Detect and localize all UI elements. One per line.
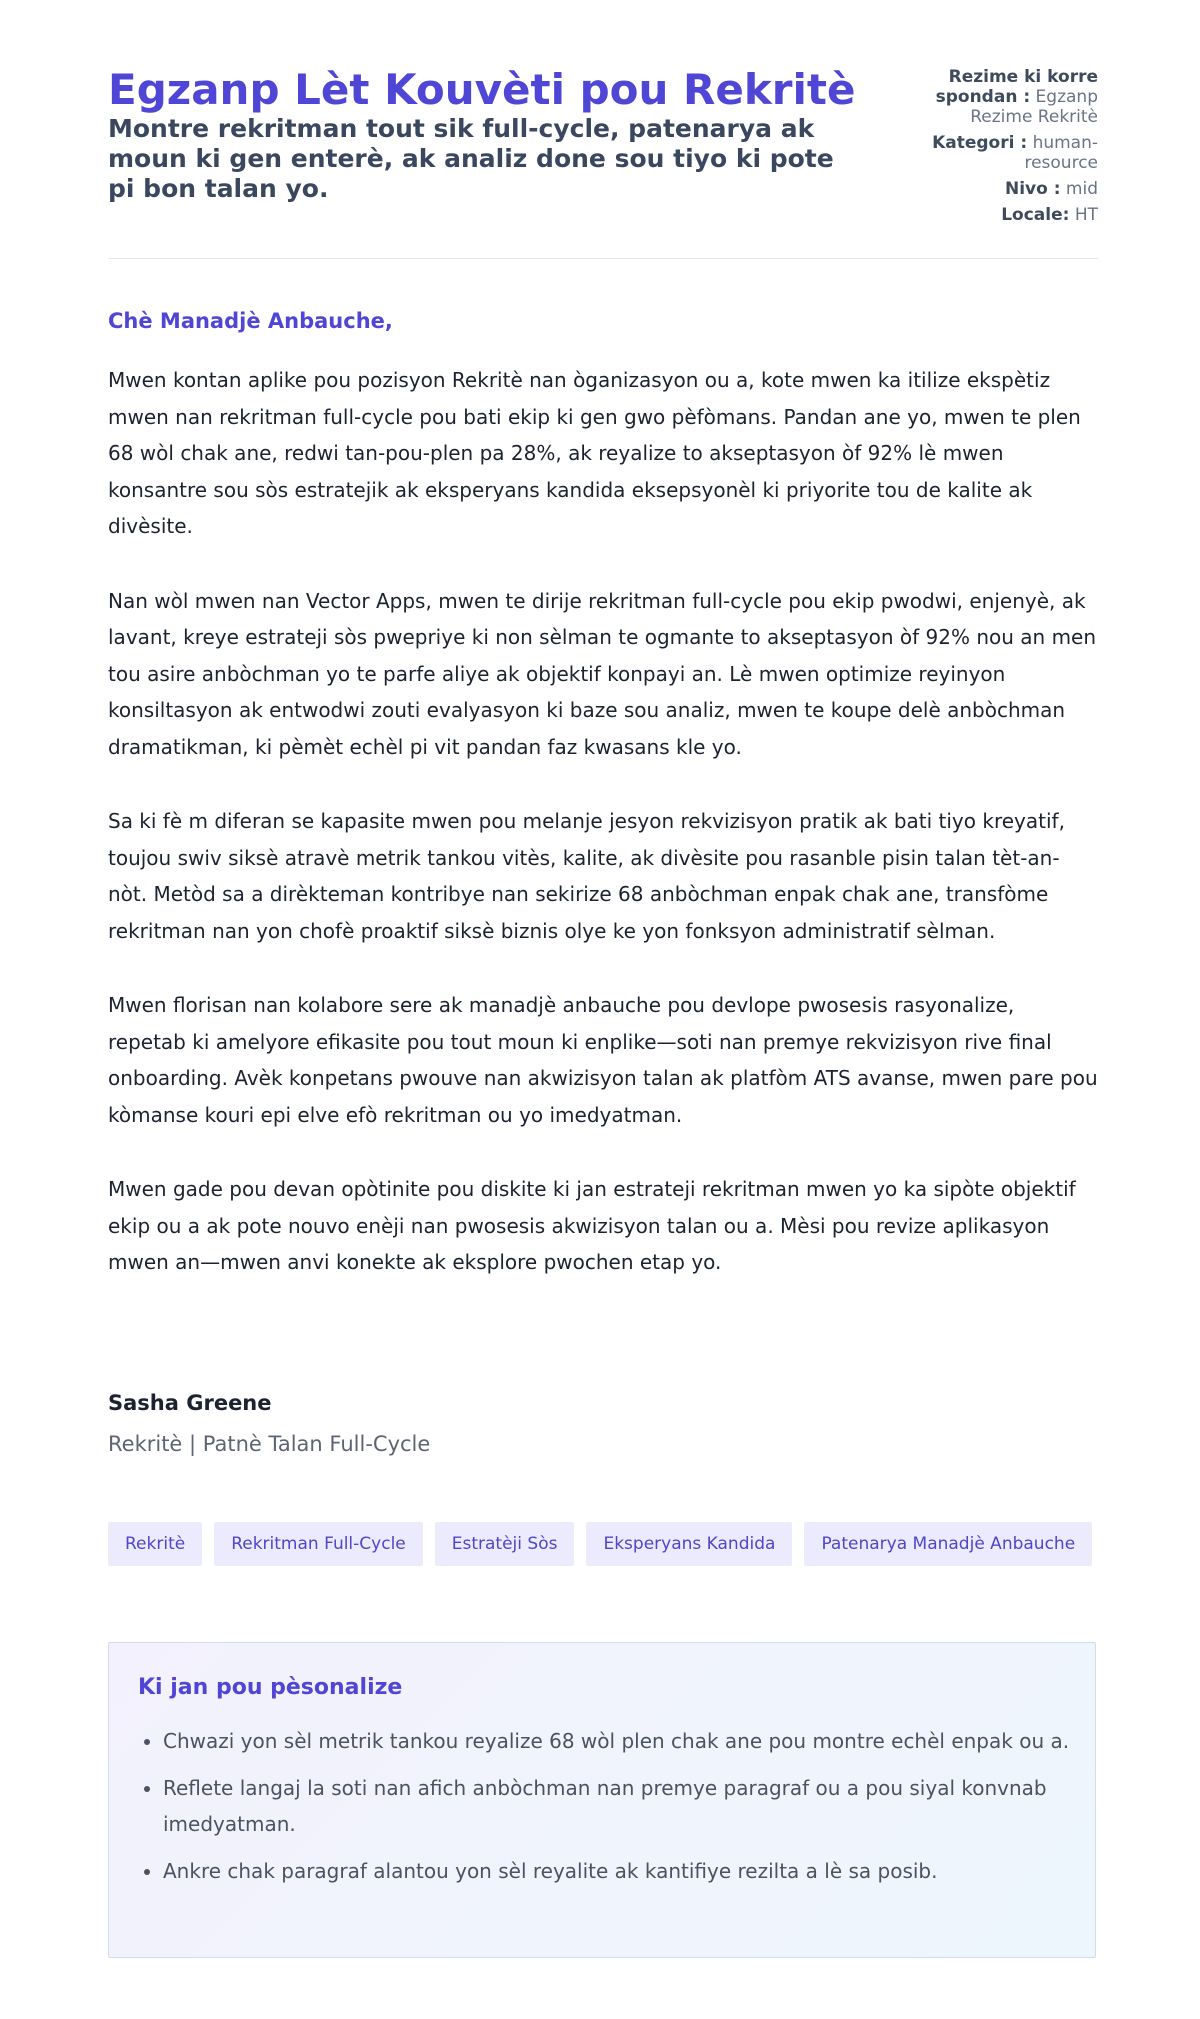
signer-name: Sasha Greene [108, 1391, 272, 1415]
meta-locale-value: HT [1074, 205, 1098, 225]
letter-salutation: Chè Manadjè Anbauche, [108, 309, 393, 333]
meta-resume-label: Rezime ki korre spondan : [935, 67, 1098, 107]
meta-category-value: human-resource [1024, 133, 1098, 173]
letter-paragraph-4: Mwen florisan nan kolabore sere ak manadjè anbauche pou devlope pwosesis rasyonalize, repetab ki amelyore efikasite pou tout moun ki enplike—soti nan premye rekvizisyon rive final onboarding. Avèk konpetans pwouve nan akwizisyon talan ak platfòm ATS avanse, mwen pare pou kòmanse kouri epi elve efò rekritman ou yo imedyatman. [108, 993, 1098, 1127]
tag-candidate-experience: Eksperyans Kandida [586, 1522, 792, 1566]
tip-item: • Ankre chak paragraf alantou yon sèl reyalite ak kantifiye rezilta a lè sa posib. [163, 1853, 1093, 1890]
page-title: Egzanp Lèt Kouvèti pou Rekritè [108, 65, 856, 114]
meta-resume-value: Egzanp Rezime Rekritè [970, 87, 1098, 127]
signer-title: Rekritè | Patnè Talan Full-Cycle [108, 1432, 431, 1456]
letter-paragraph-3: Sa ki fè m diferan se kapasite mwen pou melanje jesyon rekvizisyon pratik ak bati tiyo kreyatif, toujou swiv siksè atravè metrik tankou vitès, kalite, ak divèsite pou rasanble pisin talan tèt-an-nòt. Metòd sa a dirèkteman kontribye nan sekirize 68 anbòchman enpak chak ane, transfòme rekritman nan yon chofè proaktif siksè biznis olye ke yon fonksyon administratif sèlman. [108, 809, 1065, 943]
tips-list [138, 1723, 1093, 1899]
header-divider [108, 258, 1098, 259]
meta-locale-label: Locale: [1001, 205, 1070, 225]
letter-paragraph-5: Mwen gade pou devan opòtinite pou diskite ki jan estrateji rekritman mwen yo ka sipòte objektif ekip ou a ak pote nouvo enèji nan pwosesis akwizisyon talan ou a. Mèsi pou revize aplikasyon mwen an—mwen anvi konekte ak eksplore pwochen etap yo. [108, 1177, 1076, 1274]
letter-body [108, 362, 1098, 1319]
tip-item: • Reflete langaj la soti nan afich anbòchman nan premye paragraf ou a pou siyal konvnab imedyatman. [163, 1770, 1093, 1843]
page-subtitle: Montre rekritman tout sik full-cycle, patenarya ak moun ki gen enterè, ak analiz done sou tiyo ki pote pi bon talan yo. [108, 114, 834, 203]
meta-resume [908, 67, 1098, 127]
letter-paragraph-1: Mwen kontan aplike pou pozisyon Rekritè nan òganizasyon ou a, kote mwen ka itilize ekspètiz mwen nan rekritman full-cycle pou bati ekip ki gen gwo pèfòmans. Pandan ane yo, mwen te plen 68 wòl chak ane, redwi tan-pou-plen pa 28%, ak reyalize to akseptasyon òf 92% lè mwen konsantre sou sòs estratejik ak eksperyans kandida eksepsyonèl ki priyorite tou de kalite ak divèsite. [108, 368, 1081, 538]
tag-sourcing-strategy: Estratèji Sòs [435, 1522, 575, 1566]
customization-tips-box [108, 1642, 1096, 1958]
meta-level-label: Nivo : [1004, 179, 1061, 199]
meta-panel [908, 67, 1098, 231]
meta-category [908, 133, 1098, 173]
meta-locale [908, 205, 1098, 225]
tips-title: Ki jan pou pèsonalize [138, 1675, 403, 1700]
tag-hiring-manager-partnership: Patenarya Manadjè Anbauche [804, 1522, 1092, 1566]
tag-list [108, 1522, 1108, 1566]
meta-level [908, 179, 1098, 199]
letter-paragraph-2: Nan wòl mwen nan Vector Apps, mwen te dirije rekritman full-cycle pou ekip pwodwi, enjenyè, ak lavant, kreye estrateji sòs pwepriye ki non sèlman te ogmante to akseptasyon òf 92% nou an men tou asire anbòchman yo te parfe aliye ak objektif konpayi an. Lè mwen optimize reyinyon konsiltasyon ak entwodwi zouti evalyasyon ki baze sou analiz, mwen te koupe delè anbòchman dramatikman, ki pèmèt echèl pi vit pandan faz kwasans kle yo. [108, 588, 1097, 759]
tag-full-cycle-recruiting: Rekritman Full-Cycle [214, 1522, 423, 1566]
meta-level-value: mid [1065, 179, 1098, 199]
tag-recruiter: Rekritè [108, 1522, 202, 1566]
tip-item: • Chwazi yon sèl metrik tankou reyalize 68 wòl plen chak ane pou montre echèl enpak ou a. [163, 1723, 1093, 1760]
meta-category-label: Kategori : [932, 133, 1028, 153]
